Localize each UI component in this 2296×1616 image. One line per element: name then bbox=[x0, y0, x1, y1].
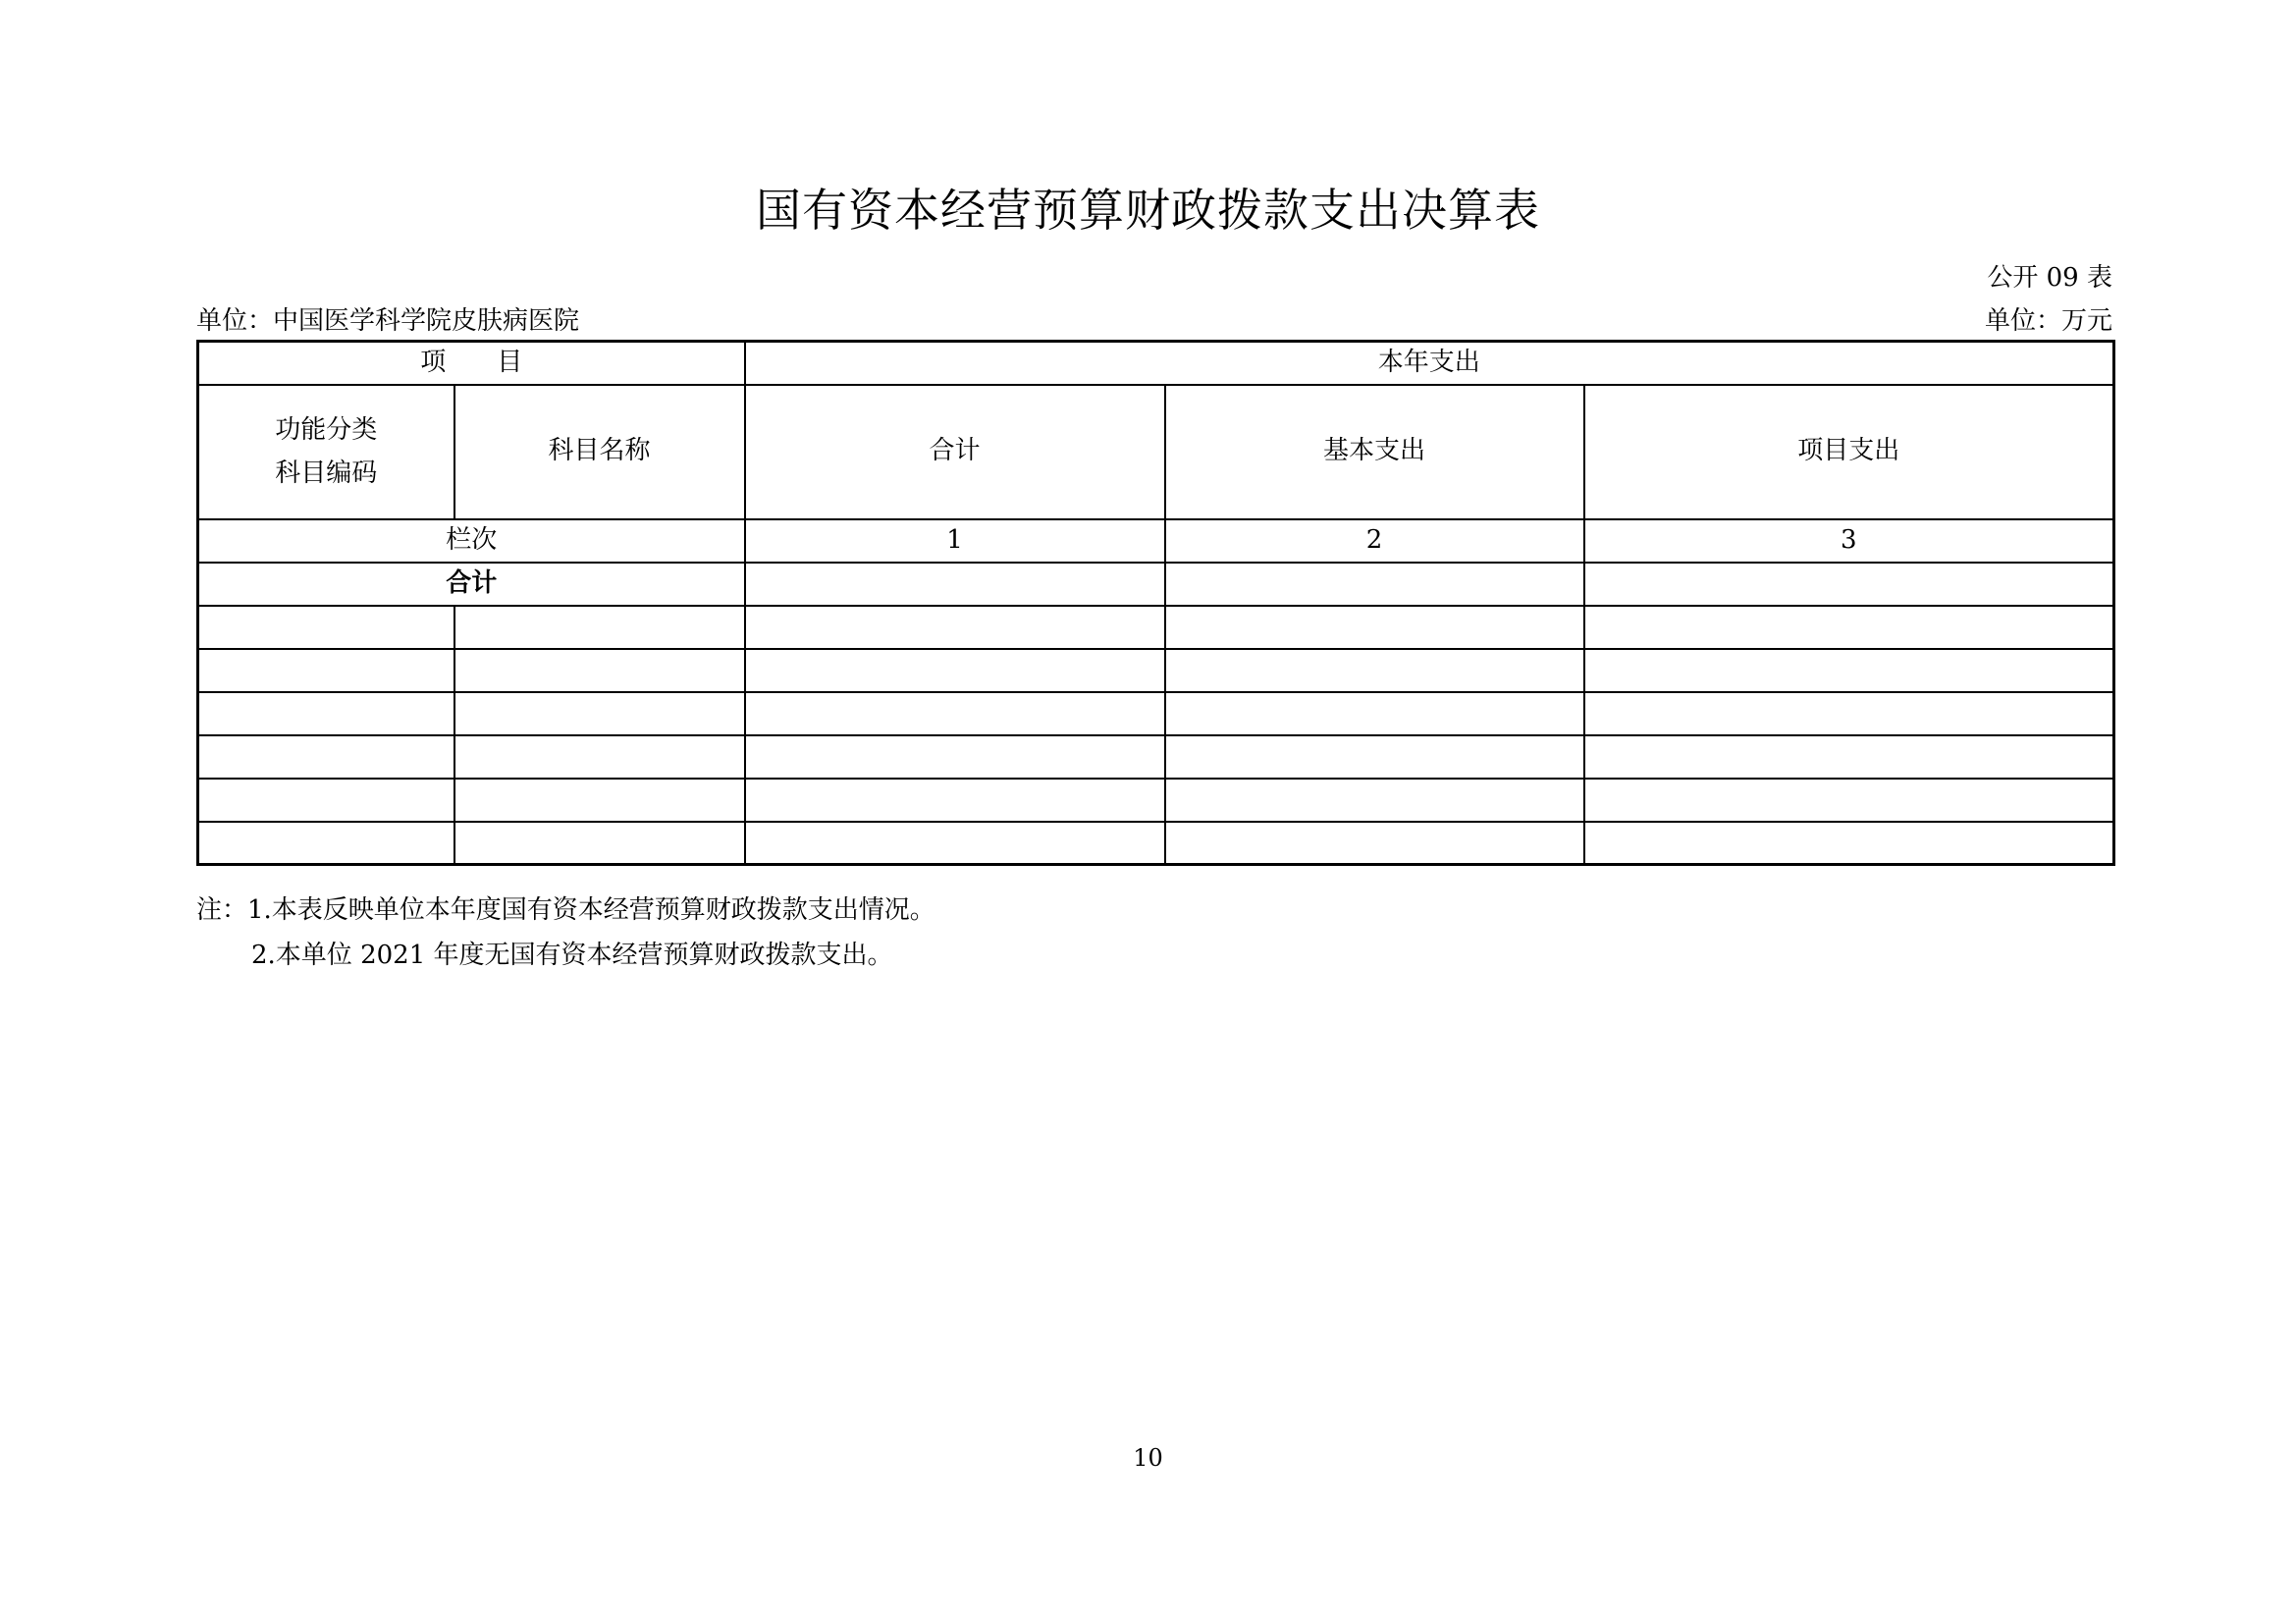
table-cell bbox=[1165, 779, 1584, 822]
total-cell bbox=[745, 563, 1165, 606]
table-cell bbox=[454, 822, 745, 865]
table-cell bbox=[454, 735, 745, 779]
total-row-label: 合计 bbox=[198, 563, 745, 606]
column-number-row bbox=[198, 519, 2114, 563]
header-item: 项 目 bbox=[198, 342, 745, 385]
table-cell bbox=[1165, 606, 1584, 649]
header-basic-expenditure: 基本支出 bbox=[1165, 385, 1584, 519]
header-function-code-line1: 功能分类 bbox=[275, 415, 378, 445]
total-row bbox=[198, 563, 2114, 606]
table-cell bbox=[198, 779, 454, 822]
table-cell bbox=[1165, 692, 1584, 735]
table-cell bbox=[745, 735, 1165, 779]
column-number-2: 2 bbox=[1165, 519, 1584, 563]
form-number: 公开 09 表 bbox=[1987, 263, 2112, 293]
note-2: 2.本单位 2021 年度无国有资本经营预算财政拨款支出。 bbox=[251, 941, 893, 970]
table-cell bbox=[198, 735, 454, 779]
expenditure-table bbox=[196, 340, 2115, 866]
reporting-unit: 单位：中国医学科学院皮肤病医院 bbox=[196, 306, 580, 336]
table-header-row bbox=[198, 342, 2114, 385]
table-cell bbox=[454, 692, 745, 735]
column-number-1: 1 bbox=[745, 519, 1165, 563]
table-cell bbox=[198, 606, 454, 649]
table-cell bbox=[454, 606, 745, 649]
table-cell bbox=[1165, 822, 1584, 865]
total-cell bbox=[1584, 563, 2114, 606]
table-cell bbox=[1584, 692, 2114, 735]
column-number-3: 3 bbox=[1584, 519, 2114, 563]
table-cell bbox=[454, 779, 745, 822]
table-cell bbox=[198, 649, 454, 692]
currency-unit: 单位：万元 bbox=[1984, 306, 2112, 336]
header-function-code bbox=[198, 385, 454, 519]
table-row bbox=[198, 735, 2114, 779]
table-cell bbox=[745, 779, 1165, 822]
table-cell bbox=[1165, 735, 1584, 779]
header-total: 合计 bbox=[745, 385, 1165, 519]
table-cell bbox=[1584, 606, 2114, 649]
table-cell bbox=[1584, 649, 2114, 692]
table-cell bbox=[745, 822, 1165, 865]
table-cell bbox=[1165, 649, 1584, 692]
table-subheader-row bbox=[198, 385, 2114, 519]
notes bbox=[196, 888, 935, 978]
table-cell bbox=[745, 692, 1165, 735]
page-title: 国有资本经营预算财政拨款支出决算表 bbox=[756, 184, 1540, 237]
total-cell bbox=[1165, 563, 1584, 606]
table-cell bbox=[198, 692, 454, 735]
note-1: 注：1.本表反映单位本年度国有资本经营预算财政拨款支出情况。 bbox=[196, 895, 935, 925]
header-function-code-line2: 科目编码 bbox=[275, 458, 378, 488]
table-cell bbox=[454, 649, 745, 692]
header-current-year-expenditure: 本年支出 bbox=[745, 342, 2114, 385]
table-cell bbox=[1584, 779, 2114, 822]
header-project-expenditure: 项目支出 bbox=[1584, 385, 2114, 519]
table-cell bbox=[1584, 822, 2114, 865]
table-cell bbox=[745, 649, 1165, 692]
table-row bbox=[198, 822, 2114, 865]
table-cell bbox=[745, 606, 1165, 649]
table-cell bbox=[198, 822, 454, 865]
page-number: 10 bbox=[1133, 1444, 1163, 1472]
table-row bbox=[198, 649, 2114, 692]
table-row bbox=[198, 779, 2114, 822]
table-cell bbox=[1584, 735, 2114, 779]
header-subject-name: 科目名称 bbox=[454, 385, 745, 519]
table-row bbox=[198, 606, 2114, 649]
table-row bbox=[198, 692, 2114, 735]
column-number-label: 栏次 bbox=[198, 519, 745, 563]
